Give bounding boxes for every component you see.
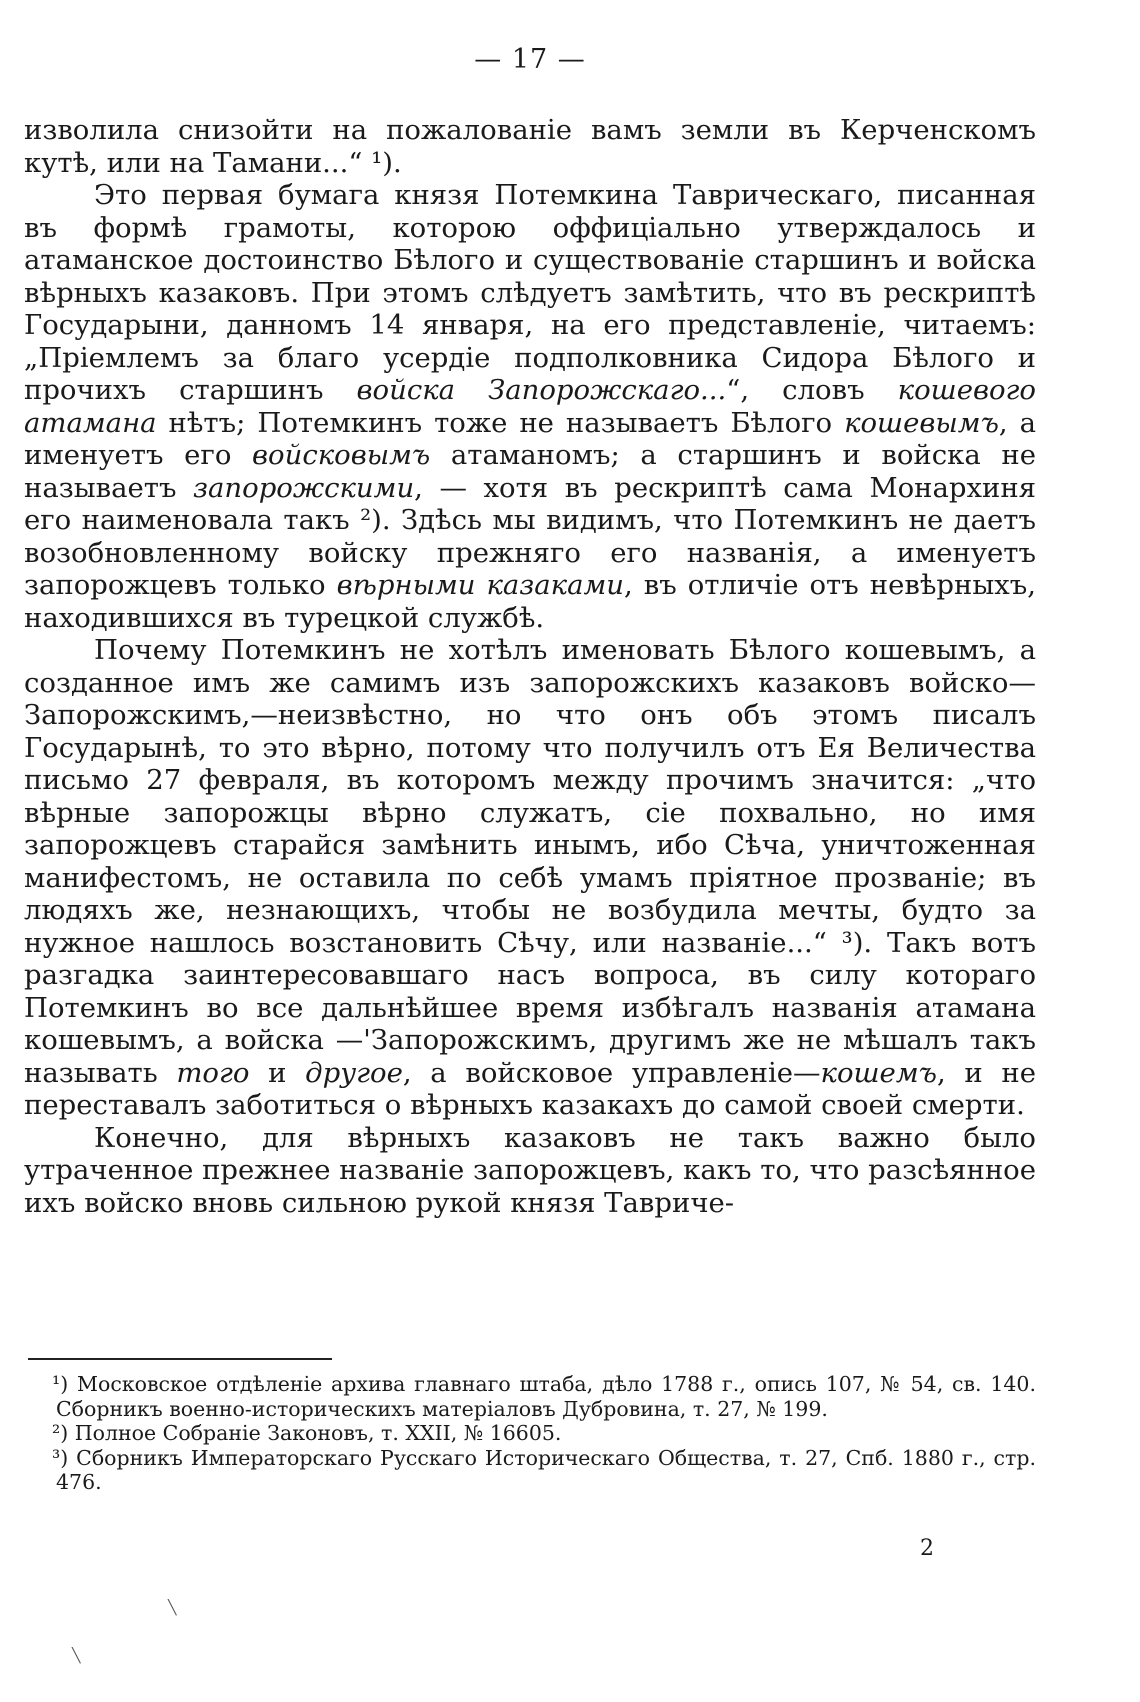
footnote-text: Московское отдѣленіе архива главнаго штаба, дѣло 1788 г., опись 107, № 54, св. 140. Сборникъ военно-историческихъ матеріаловъ Дубровина, т. 27, № 199. <box>56 1372 1036 1421</box>
scan-speck: ╲ <box>168 1600 177 1616</box>
text-run: , въ отличіе отъ невѣрныхъ, находившихся въ турецкой службѣ. <box>24 569 1036 634</box>
footnotes <box>28 1372 1036 1495</box>
italic-run: кошевого атамана <box>24 374 1036 439</box>
footnote-2 <box>28 1421 1036 1446</box>
footnote-1 <box>28 1372 1036 1421</box>
italic-run: войсковымъ <box>252 439 431 471</box>
text-run: , — хотя въ рескриптѣ сама Монархиня его наименовала такъ ²). Здѣсь мы видимъ, что Потемкинъ не даетъ возобновленному войску прежняго его названія, а именуетъ запорожцевъ только <box>24 471 1036 601</box>
footnote-mark: ³) <box>52 1445 69 1470</box>
footnote-mark: ¹) <box>52 1372 69 1396</box>
paragraph-4: Конечно, для вѣрныхъ казаковъ не такъ важно было утраченное прежнее названіе запорожцевъ, какъ то, что разсѣянное ихъ войско вновь сильною рукой князя Тавриче- <box>24 1121 1036 1219</box>
italic-run: того <box>176 1056 250 1089</box>
text-run: Почему Потемкинъ не хотѣлъ именовать Бѣлого кошевымъ, а созданное имъ же самимъ изъ запорожскихъ казаковъ войско—Запорожскимъ,—неизвѣстно, но что онъ объ этомъ писалъ Государынѣ, то это вѣрно, потому что получилъ отъ Ея Величества письмо 27 февраля, въ которомъ между прочимъ значится: „что вѣрные запорожцы вѣрно служатъ, сіе похвально, но имя запорожцевъ старайся замѣнить инымъ, ибо Сѣча, уничтоженная манифестомъ, не оставила по себѣ умамъ пріятное прозваніе; въ людяхъ же, незнающихъ, чтобы не возбудила мечты, будто за нужное нашлось возстановить Сѣчу, или названіе...“ ³). Такъ вотъ разгадка заинтересовавшаго насъ вопроса, въ силу котораго Потемкинъ во все дальнѣйшее время избѣгалъ названія атамана кошевымъ, а войска —'Запорожскимъ, другимъ же не мѣшалъ такъ называть <box>24 634 1036 1089</box>
text-run: атаманомъ; а старшинъ и войска не называетъ <box>24 439 1036 504</box>
text-run: , а именуетъ его <box>24 406 1036 471</box>
footnote-3 <box>28 1446 1036 1495</box>
text-run: , и не переставалъ заботиться о вѣрныхъ казакахъ до самой своей смерти. <box>24 1056 1036 1121</box>
text-run: нѣтъ; Потемкинъ тоже не называетъ Бѣлого <box>156 406 845 439</box>
signature-mark: 2 <box>920 1536 934 1561</box>
footnote-text: Полное Собраніе Законовъ, т. XXII, № 16605. <box>74 1421 562 1445</box>
footnote-mark: ²) <box>52 1421 69 1445</box>
text-run: , а войсковое управленіе— <box>402 1056 821 1089</box>
italic-run: другое <box>305 1056 403 1089</box>
paragraph-1: изволила снизойти на пожалованіе вамъ земли въ Керченскомъ кутѣ, или на Тамани...“ ¹). <box>24 114 1036 179</box>
paragraph-2 <box>24 179 1036 634</box>
text-run: и <box>249 1056 306 1089</box>
italic-run: вѣрными казаками <box>336 569 625 601</box>
text-run: “, словъ <box>726 374 898 406</box>
italic-run: кошевымъ <box>844 406 999 439</box>
paragraph-3 <box>24 634 1036 1122</box>
italic-run: войска Запорожскаго... <box>356 374 727 406</box>
scan-speck: ╲ <box>72 1648 81 1664</box>
text-run: Это первая бумага князя Потемкина Таврическаго, писанная въ формѣ грамоты, которою оффиціально утверждалось и атаманское достоинство Бѣлого и существованіе старшинъ и войска вѣрныхъ казаковъ. При этомъ слѣдуетъ замѣтить, что въ рескриптѣ Государыни, данномъ 14 января, на его представленіе, читаемъ: „Пріемлемъ за благо усердіе подполковника Сидора Бѣлого и прочихъ старшинъ <box>24 179 1036 406</box>
main-text <box>24 114 1036 1219</box>
page-number: — 17 — <box>474 44 586 75</box>
italic-run: запорожскими <box>193 471 415 504</box>
italic-run: кошемъ <box>820 1056 937 1089</box>
footnote-text: Сборникъ Императорскаго Русскаго Историческаго Общества, т. 27, Спб. 1880 г., стр. 476. <box>56 1445 1036 1494</box>
footnote-divider <box>28 1358 332 1360</box>
